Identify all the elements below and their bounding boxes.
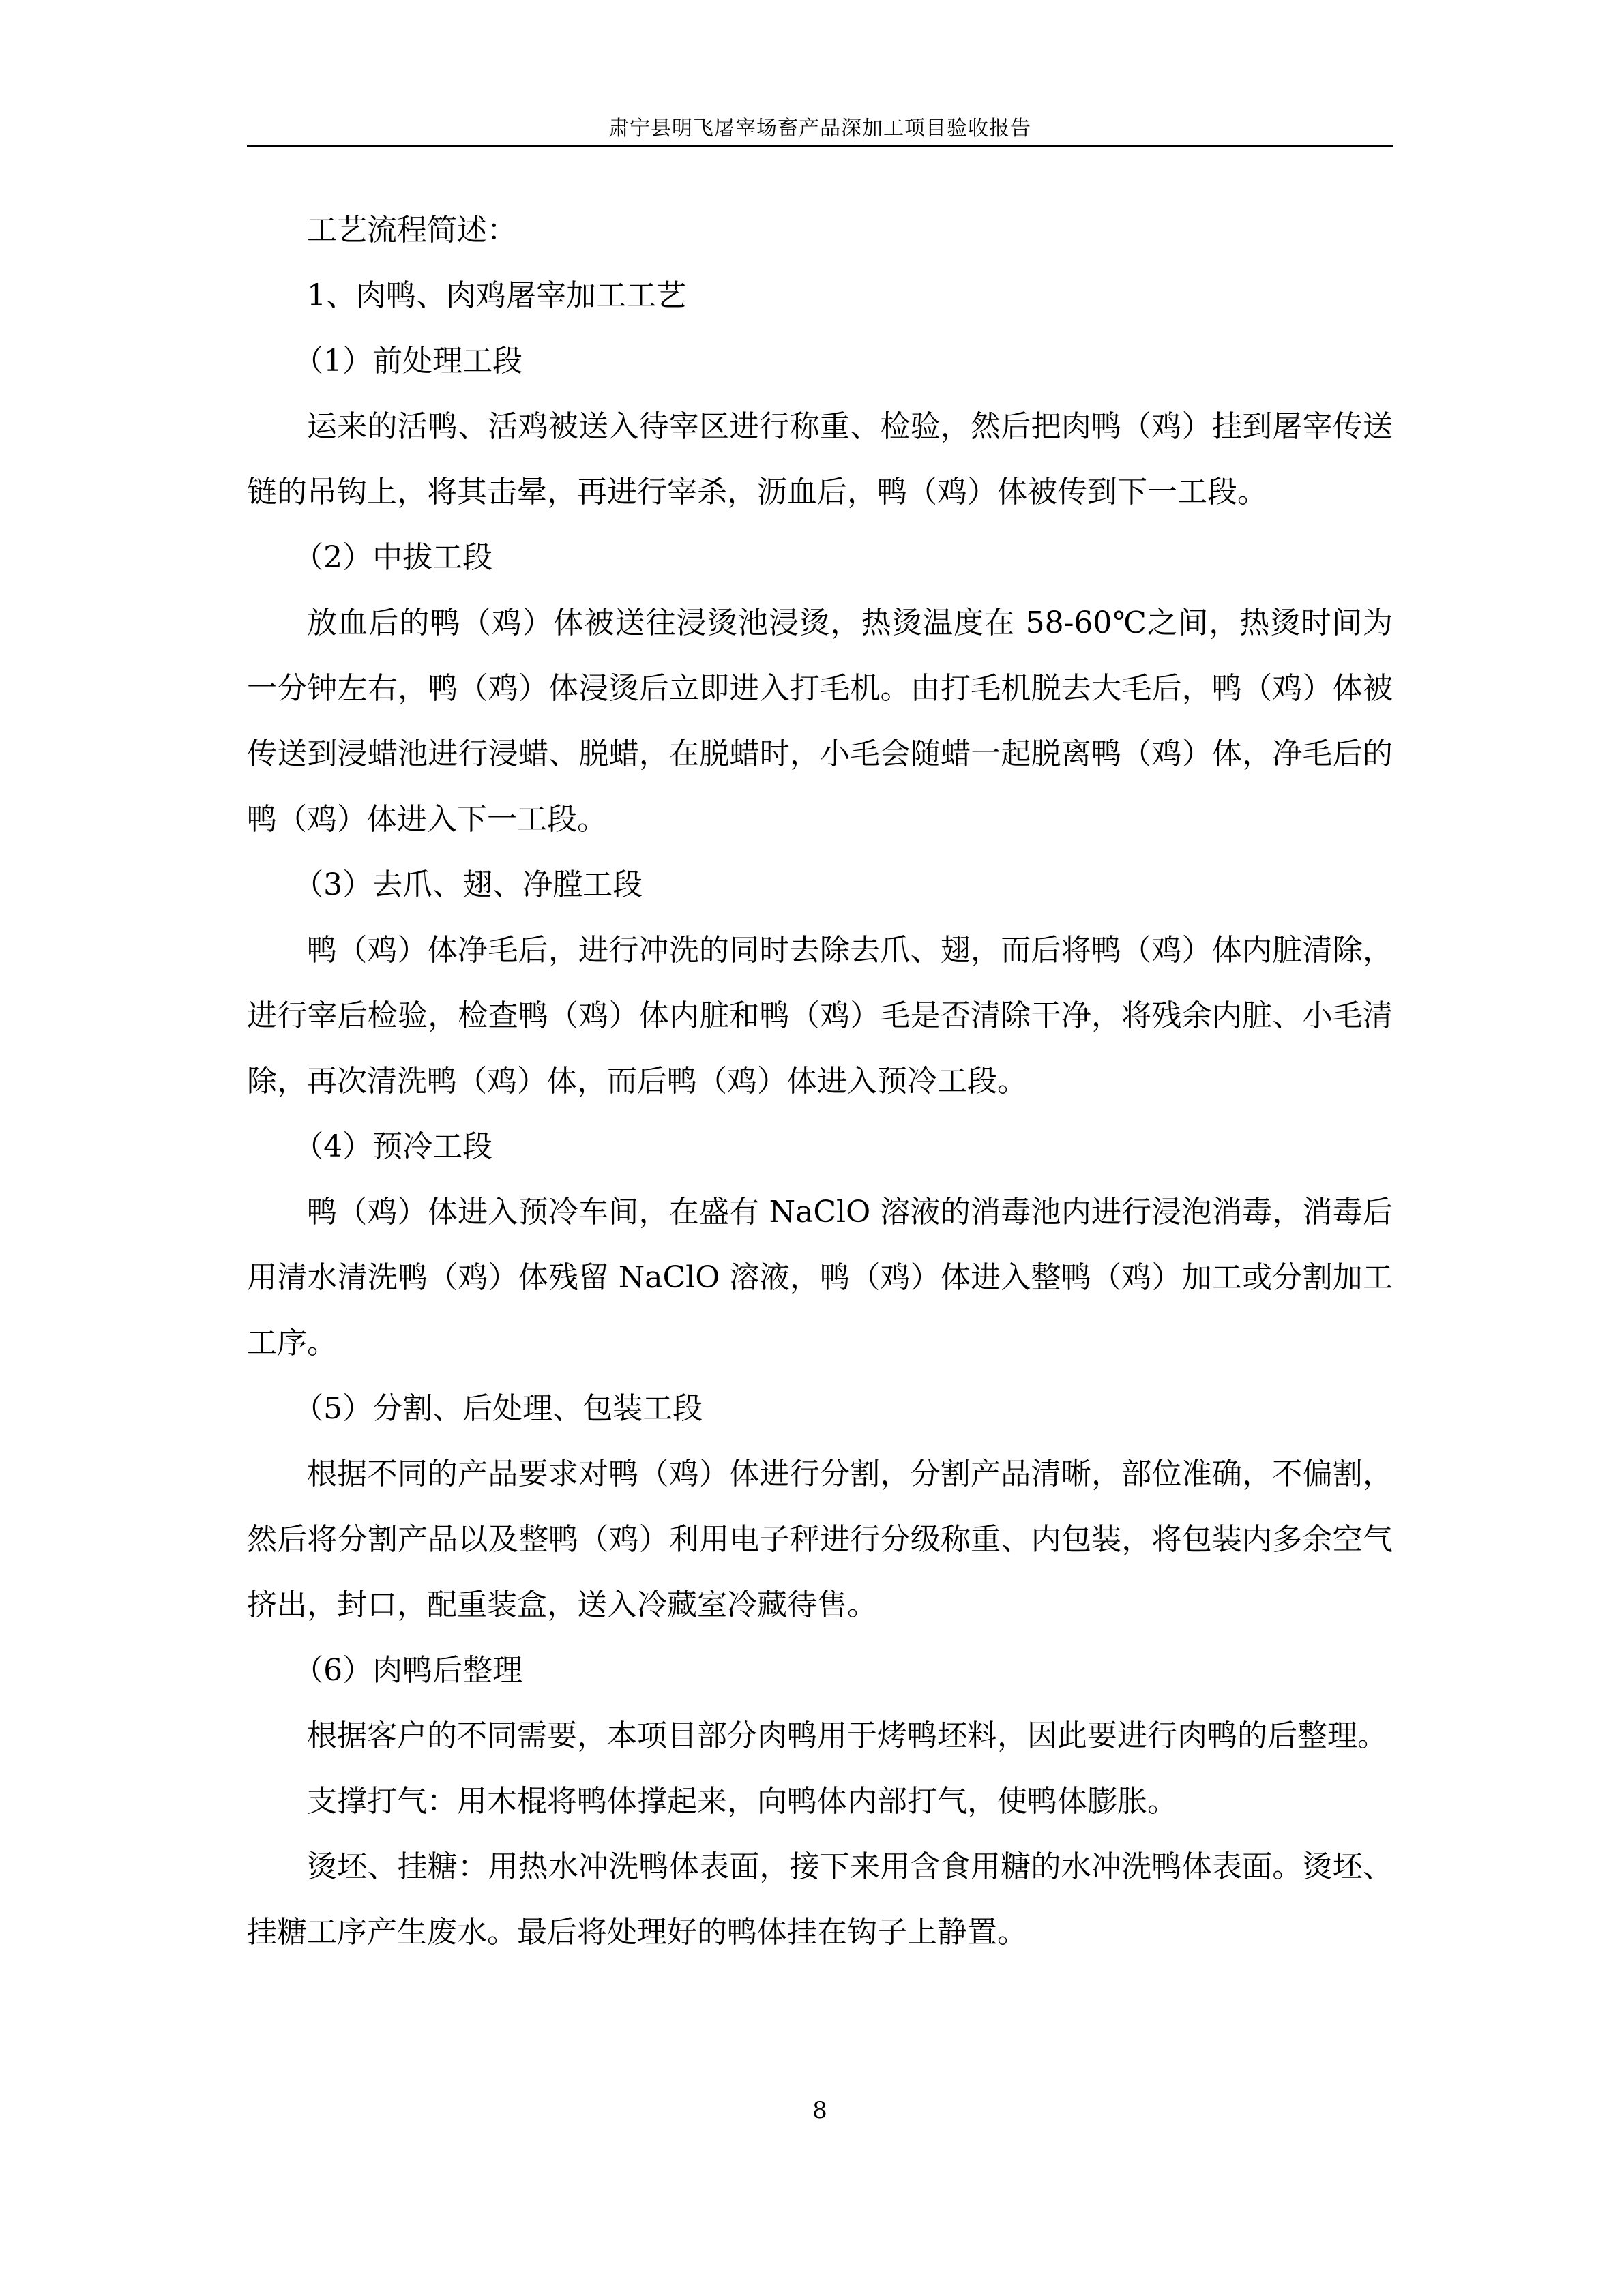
page-header-title: 肃宁县明飞屠宰场畜产品深加工项目验收报告: [608, 117, 1031, 140]
paragraph: 根据客户的不同需要，本项目部分肉鸭用于烤鸭坯料，因此要进行肉鸭的后整理。: [307, 1718, 1387, 1753]
header-divider: [247, 145, 1393, 147]
paragraph: 放血后的鸭（鸡）体被送往浸烫池浸烫，热烫温度在 58-60℃之间，热烫时间为一分钟左右，鸭（鸡）体浸烫后立即进入打毛机。由打毛机脱去大毛后，鸭（鸡）体被传送到浸蜡池进行浸蜡、脱蜡，在脱蜡时，小毛会随蜡一起脱离鸭（鸡）体，净毛后的鸭（鸡）体进入下一工段。: [247, 606, 1393, 837]
paragraph: 根据不同的产品要求对鸭（鸡）体进行分割，分割产品清晰，部位准确，不偏割，然后将分割产品以及整鸭（鸡）利用电子秤进行分级称重、内包装，将包装内多余空气挤出，封口，配重装盒，送入冷藏室冷藏待售。: [247, 1457, 1393, 1622]
page-number: 8: [812, 2097, 827, 2124]
subsection-heading: （3）去爪、翅、净膛工段: [293, 867, 643, 902]
document-body: [247, 198, 1393, 1965]
section-intro: 工艺流程简述：: [307, 213, 517, 248]
subsection-heading: （4）预冷工段: [293, 1129, 493, 1164]
subsection-heading: （1）前处理工段: [293, 344, 523, 378]
subsection-heading: （6）肉鸭后整理: [293, 1653, 523, 1688]
section-heading: 1、肉鸭、肉鸡屠宰加工工艺: [307, 278, 686, 313]
paragraph: 鸭（鸡）体进入预冷车间，在盛有 NaClO 溶液的消毒池内进行浸泡消毒，消毒后用清水清洗鸭（鸡）体残留 NaClO 溶液，鸭（鸡）体进入整鸭（鸡）加工或分割加工工序。: [247, 1195, 1393, 1360]
paragraph: 烫坯、挂糖：用热水冲洗鸭体表面，接下来用含食用糖的水冲洗鸭体表面。烫坯、挂糖工序产生废水。最后将处理好的鸭体挂在钩子上静置。: [247, 1849, 1393, 1950]
subsection-heading: （2）中拔工段: [293, 540, 493, 575]
paragraph: 支撑打气：用木棍将鸭体撑起来，向鸭体内部打气，使鸭体膨胀。: [307, 1784, 1177, 1819]
paragraph: 鸭（鸡）体净毛后，进行冲洗的同时去除去爪、翅，而后将鸭（鸡）体内脏清除，进行宰后检验，检查鸭（鸡）体内脏和鸭（鸡）毛是否清除干净，将残余内脏、小毛清除，再次清洗鸭（鸡）体，而后鸭（鸡）体进入预冷工段。: [247, 933, 1393, 1099]
paragraph: 运来的活鸭、活鸡被送入待宰区进行称重、检验，然后把肉鸭（鸡）挂到屠宰传送链的吊钩上，将其击晕，再进行宰杀，沥血后，鸭（鸡）体被传到下一工段。: [247, 409, 1393, 509]
subsection-heading: （5）分割、后处理、包装工段: [293, 1391, 703, 1426]
